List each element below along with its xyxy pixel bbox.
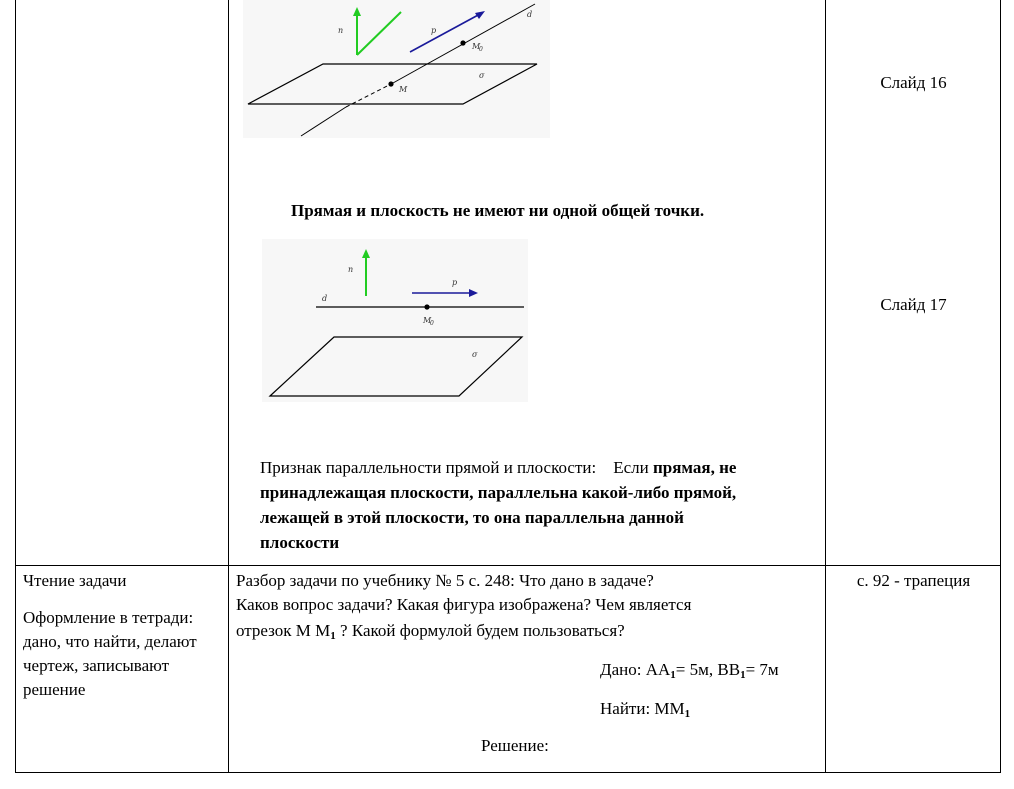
- slide-17-label: Слайд 17: [880, 295, 947, 314]
- given-a: Дано: АА: [600, 660, 671, 679]
- table-border-bottom: [15, 772, 1001, 773]
- criterion-line-2: принадлежащая плоскости, параллельна какой-либо прямой,: [260, 483, 737, 502]
- fig1-m0-sub: 0: [479, 46, 483, 53]
- criterion-line-1: [260, 456, 736, 480]
- find-line: [600, 697, 690, 721]
- task-line-1: Разбор задачи по учебнику № 5 с. 248: Что дано в задаче?: [236, 571, 654, 590]
- criterion-line-4: плоскости: [260, 533, 340, 552]
- given-line: [600, 658, 779, 682]
- table-border-left: [15, 0, 16, 773]
- statement-no-common-points: Прямая и плоскость не имеют ни одной общей точки.: [291, 201, 705, 220]
- fig2-m0-sub: 0: [430, 320, 434, 327]
- given-sub-1: 1: [670, 669, 676, 681]
- given-b: = 5м, ВВ: [675, 660, 741, 679]
- row-divider: [15, 565, 1001, 566]
- figure-line-parallel-plane: [262, 239, 528, 402]
- fig1-sigma-label: σ: [479, 71, 485, 80]
- task-line-3: [236, 619, 625, 643]
- fig1-m0-label: M: [472, 42, 481, 51]
- find-sub: 1: [684, 708, 691, 720]
- left-line-2: дано, что найти, делают: [23, 632, 197, 651]
- table-divider-2: [825, 0, 826, 773]
- page-reference: с. 92 - трапеция: [856, 571, 971, 590]
- slide-16-label: Слайд 16: [880, 73, 947, 92]
- task-line-3-b: ? Какой формулой будем пользоваться?: [335, 621, 625, 640]
- left-line-3: чертеж, записывают: [23, 656, 170, 675]
- task-line-3-a: отрезок М М: [236, 621, 331, 640]
- criterion-lead: Если: [613, 458, 649, 477]
- fig2-n-label: n: [348, 265, 354, 274]
- left-line-4: решение: [23, 680, 86, 699]
- fig2-sigma-label: σ: [472, 350, 478, 359]
- fig2-m0-label: M: [423, 316, 432, 325]
- solution-label: Решение:: [481, 736, 549, 755]
- table-divider-1: [228, 0, 229, 773]
- task-line-2: Каков вопрос задачи? Какая фигура изображена? Чем является: [236, 595, 692, 614]
- fig1-n-label: n: [338, 26, 344, 35]
- given-sub-2: 1: [740, 669, 746, 681]
- fig1-d-label: d: [527, 10, 533, 19]
- given-c: = 7м: [745, 660, 779, 679]
- fig1-m-label: M: [399, 85, 408, 94]
- fig1-p-label: p: [431, 26, 437, 35]
- task-line-3-sub: 1: [330, 630, 336, 642]
- figure-line-intersects-plane: [243, 0, 550, 138]
- criterion-line-3: лежащей в этой плоскости, то она параллельна данной: [260, 508, 684, 527]
- criterion-intro: Признак параллельности прямой и плоскости:: [260, 458, 597, 477]
- left-title: Чтение задачи: [23, 571, 127, 590]
- find-a: Найти: ММ: [600, 699, 685, 718]
- fig2-d-label: d: [322, 294, 328, 303]
- table-border-right: [1000, 0, 1001, 773]
- left-line-1: Оформление в тетради:: [23, 608, 194, 627]
- fig2-p-label: p: [452, 278, 458, 287]
- criterion-line1-bold: прямая, не: [652, 458, 737, 477]
